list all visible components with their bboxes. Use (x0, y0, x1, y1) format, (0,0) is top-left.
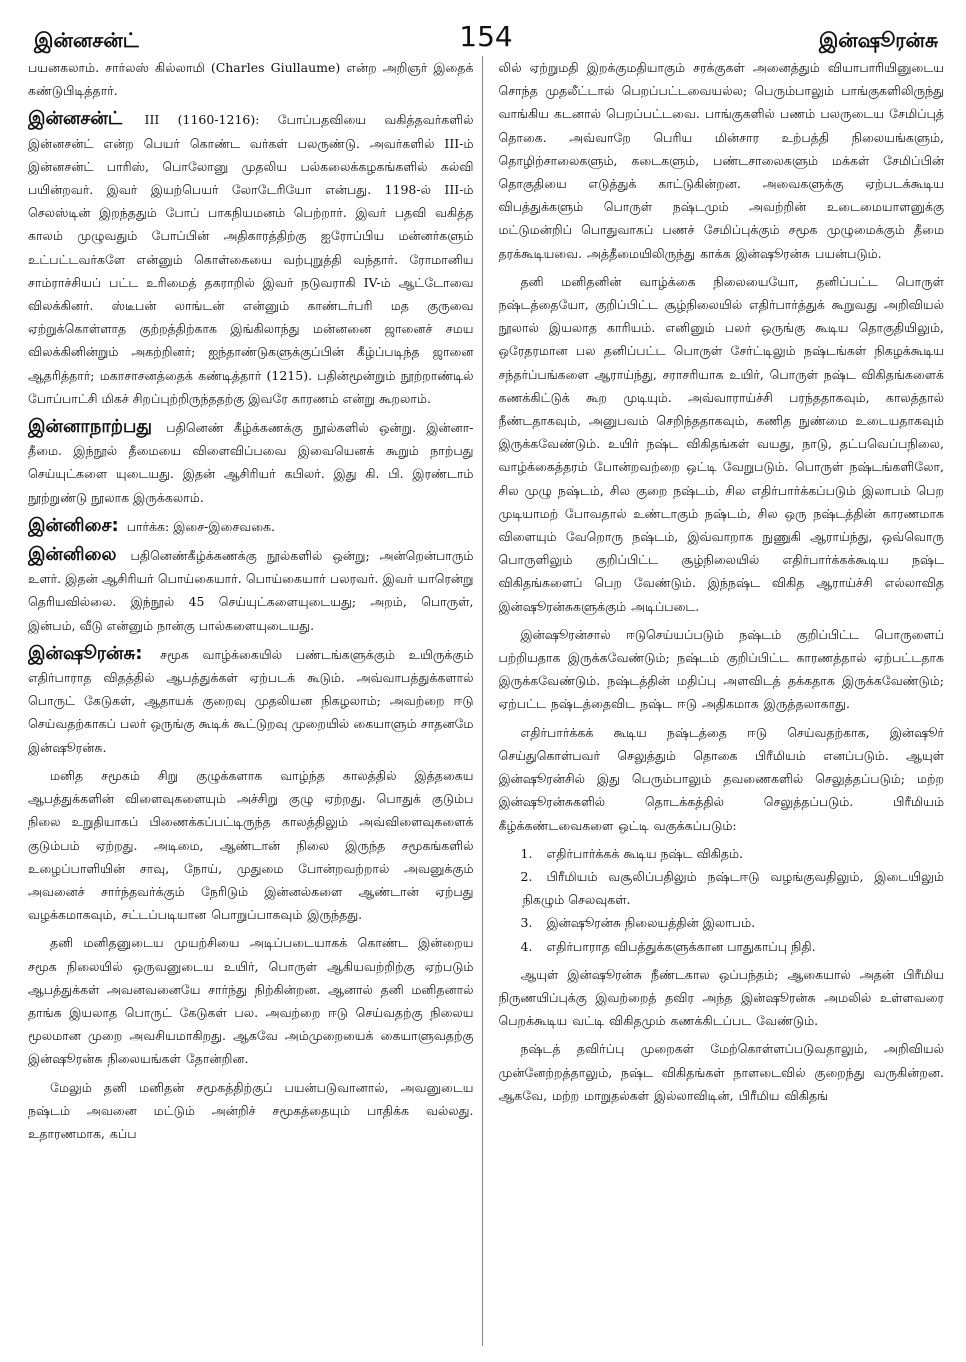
paragraph: எதிர்பார்க்கக் கூடிய நஷ்டத்தை ஈடு செய்வதற்காக, இன்ஷூர் செய்துகொள்பவர் செலுத்தும் தொகை பிரீமியம் எனப்படும். ஆயுள் இன்ஷூரன்சில் இது பெரும்பாலும் தவணைகளில் செலுத்தப்படும்; மற்ற இன்ஷூரன்சுகளில் தொடக்கத்தில் செலுத்தப்படும். பிரீமியம் கீழ்க்கண்டவைகளை ஒட்டி வகுக்கப்படும்: (498, 724, 944, 833)
entry-headword: இன்னிசை: (28, 514, 119, 536)
premium-factor-list (499, 842, 945, 958)
paragraph: தனி மனிதனுடைய முயற்சியை அடிப்படையாகக் கொண்ட இன்றைய சமூக நிலையில் ஒருவனுடைய உயிர், பொருள் ஆகியவற்றிற்கு ஏற்படும் ஆபத்துக்கள் அவனவனையே சார்ந்து நிற்கின்றன. ஆனால் தனி மனிதனால் தாங்க இயலாத பொருட் கேடுகள் பல. அவற்றை ஈடு செய்வதற்கு நிலைய மூலமான முறை அவசியமாகிறது. ஆகவே அம்முறையைக் கையாளுவதற்கு இன்ஷூரன்சு நிலையங்கள் தோன்றின. (28, 935, 474, 1067)
paragraph-continued: பயனகலாம். சார்லஸ் கில்லாமி (Charles Giullaume) என்ற அறிஞர் இதைக் கண்டுபிடித்தார். (28, 60, 474, 99)
list-number: 3. (520, 915, 533, 931)
paragraph: இன்ஷூரன்சால் ஈடுசெய்யப்படும் நஷ்டம் குறிப்பிட்ட பொருளைப் பற்றியதாக இருக்கவேண்டும்; நஷ்டம் குறிப்பிட்ட காரணத்தால் ஏற்பட்டதாக இருக்கவேண்டும். நஷ்டத்தின் மதிப்பு அளவிடத் தக்கதாக இருக்கவேண்டும்; ஏற்பட்ட நஷ்டத்தைவிட நஷ்ட ஈடு அதிகமாக இருத்தலாகாது. (498, 626, 944, 712)
list-text: பிரீமியம் வசூலிப்பதிலும் நஷ்டஈடு வழங்குவதிலும், இடையிலும் நிகழும் செலவுகள். (522, 868, 944, 908)
entry-body: சமூக வாழ்க்கையில் பண்டங்களுக்கும் உயிருக்கும் எதிர்பாராத விதத்தில் ஆபத்துக்கள் ஏற்படக் கூடும். அவ்வாபத்துக்களால் பொருட் கேடுகள், ஆதாயக் குறைவு முதலியன நிகழலாம்; அவற்றை ஈடு செய்வதற்காகப் பலர் ஒருங்கு கூடிக் கூட்டுறவு முறையில் கையாளும் சாதனமே இன்ஷூரன்சு. (28, 646, 474, 755)
entry-body: பதினெண் கீழ்க்கணக்கு நூல்களில் ஒன்று. இன்னா-தீமை. இந்நூல் தீமையை விளைவிப்பவை இவையெனக் கூறும் நாற்பது செய்யுட்களை யுடையது. இதன் ஆசிரியர் கபிலர். இது கி. பி. இரண்டாம் நூற்றுண்டு நூலாக இருக்கலாம். (28, 420, 474, 505)
entry-headword: இன்ஷூரன்சு: (28, 642, 143, 664)
right-column (499, 56, 945, 1346)
list-item (499, 865, 945, 911)
page-header (28, 0, 944, 56)
list-number: 2. (520, 868, 533, 884)
paragraph-continued: லில் ஏற்றுமதி இறக்குமதியாகும் சரக்குகள் அனைத்தும் வியாபாரியினுடைய சொந்த முதலீட்டால் பெறப்பட்டவையல்ல; பெரும்பாலும் பாங்குகளிலிருந்து வாங்கிய கடனால் பெறப்பட்டவை. பாங்குகளில் பணம் பலருடைய சேமிப்புத் தொகை. அவ்வாறே பெரிய மின்சார உற்பத்தி நிலையங்களும், தொழிற்சாலைகளும், கடைகளும், பண்டசாலைகளும் மக்கள் சேமிப்பின் தொகுதியை எடுத்துக் காட்டுகின்றன. அவைகளுக்கு ஏற்படக்கூடிய விபத்துக்களும் பொருள் நஷ்டமும் அவற்றின் உடைமையாளனுக்கு மட்டுமன்றிப் பொதுவாகப் பணச் சேமிப்புக்கும் சமூக முழுமைக்கும் தீமை தரக்கூடியவை. அத்தீமையிலிருந்து காக்க இன்ஷூரன்சு பயன்படும். (498, 60, 944, 261)
entry-innocent-iii (28, 107, 474, 410)
list-item (499, 842, 945, 865)
paragraph: தனி மனிதனின் வாழ்க்கை நிலையையோ, தனிப்பட்ட பொருள் நஷ்டத்தையோ, குறிப்பிட்ட சூழ்நிலையில் எதிர்பார்த்துக் கூறுவது அறிவியல் நூலால் இயலாத காரியம். எனினும் பலர் ஒருங்கு கூடிய தொகுதியிலும், ஒரேதரமான பல தனிப்பட்ட பொருள் சேர்ட்டிலும் நஷ்டங்கள் நிகழக்கூடிய சந்தர்ப்பங்களை ஆராய்ந்து, சராசரியாக உயிர், பொருள் நஷ்ட விகிதங்களைக் கணக்கிட்டுக் கூற முடியும். அவ்வாராய்ச்சி பரந்ததாகவும், காலத்தால் நீண்டதாகவும், அனுபவம் செறிந்ததாகவும், கணித நுண்மை உடையதாகவும் இருக்கவேண்டும். உயிர் நஷ்ட விகிதங்கள் வயது, நாடு, தட்பவெப்பநிலை, வாழ்க்கைத்தரம் போன்றவற்றை ஒட்டி வேறுபடும். பொருள் நஷ்டங்களிலோ, சில முழு நஷ்டம், சில குறை நஷ்டம், சில எதிர்பார்க்கப்படும் இலாபம் பெற முடியாமற் போவதால் உண்டாகும் நஷ்டம், சில ஒரு நஷ்டத்தின் காரணமாக விளையும் வேறொரு நஷ்டம், இவ்வாறாக நுணுகி ஆராய்ந்து, ஒவ்வொரு பொருளிலும் குறிப்பிட்ட சூழ்நிலையில் எதிர்பார்க்கக்கூடிய நஷ்ட விகிதங்களைப் பெற வேண்டும். இந்நஷ்ட விகித ஆராய்ச்சி எல்லாவித இன்ஷூரன்சுகளுக்கும் அடிப்படை. (498, 273, 944, 614)
header-right-title: இன்ஷூரன்சு (818, 28, 938, 52)
entry-body: பார்க்க: இசை-இசைவகை. (126, 518, 276, 534)
paragraph: மனித சமூகம் சிறு குழுக்களாக வாழ்ந்த காலத்தில் இத்தகைய ஆபத்துக்களின் விளைவுகளையும் அச்சிறு குழு ஏற்றது. பொதுக் குடும்ப நிலை உறுதியாகப் பிணைக்கப்பட்டிருந்த காலத்திலும் அவ்விளைவுகளைக் குடும்பம் ஏற்றது. அடிமை, ஆண்டான் நிலை இருந்த சமூகங்களில் உழைப்பாளியின் சாவு, நோய், முதுமை போன்றவற்றால் அவனுக்கும் அவனைச் சார்ந்தவர்க்கும் நேரிடும் இன்னல்களை ஆண்டான் ஏற்பது வழக்கமாகவும், சட்டப்படியான பொறுப்பாகவும் இருந்தது. (28, 767, 474, 923)
entry-innilai (28, 543, 474, 637)
entry-headword: இன்னசன்ட் (28, 108, 123, 130)
header-left-title: இன்னசன்ட் (34, 28, 139, 52)
text-columns (28, 56, 944, 1346)
list-item (499, 911, 945, 934)
paragraph: ஆயுள் இன்ஷூரன்சு நீண்டகால ஒப்பந்தம்; ஆகையால் அதன் பிரீமிய நிருணயிப்புக்கு இவற்றைத் தவிர அந்த இன்ஷூரன்சு அமலில் உள்ளவரை பெறக்கூடிய வட்டி விகிதமும் கணக்கிடப்பட வேண்டும். (498, 966, 944, 1029)
left-column (28, 56, 483, 1346)
paragraph: நஷ்டத் தவிர்ப்பு முறைகள் மேற்கொள்ளப்படுவதாலும், அறிவியல் முன்னேற்றத்தாலும், நஷ்ட விகிதங்கள் நாளடைவில் குறைந்து வருகின்றன. ஆகவே, மற்ற மாறுதல்கள் இல்லாவிடின், பிரீமிய விகிதங் (498, 1041, 944, 1103)
entry-headword: இன்னாநாற்பது (28, 416, 153, 438)
list-text: இன்ஷூரன்சு நிலையத்தின் இலாபம். (546, 915, 756, 931)
list-item (499, 935, 945, 958)
list-text: எதிர்பாராத விபத்துக்களுக்கான பாதுகாப்பு நிதி. (546, 938, 816, 954)
entry-insurance (28, 642, 474, 759)
list-number: 1. (520, 845, 533, 861)
entry-innisai (28, 514, 474, 538)
paragraph: மேலும் தனி மனிதன் சமூகத்திற்குப் பயன்படுவானால், அவனுடைய நஷ்டம் அவனை மட்டும் அன்றிச் சமூகத்தையும் பாதிக்க வல்லது. உதாரணமாக, கப்ப (28, 1079, 474, 1141)
entry-headword: இன்னிலை (28, 544, 117, 566)
list-number: 4. (520, 938, 533, 954)
page-number: 154 (459, 20, 513, 53)
entry-innanarpathu (28, 415, 474, 509)
list-text: எதிர்பார்க்கக் கூடிய நஷ்ட விகிதம். (546, 845, 744, 861)
entry-body: பதினெண்கீழ்க்கணக்கு நூல்களில் ஒன்று; அன்றென்பாரும் உளர். இதன் ஆசிரியர் பொய்கையார். பொய்கையார் பலரவர். இவர் யாரென்று தெரியவில்லை. இந்நூல் 45 செய்யுட்களையுடையது; அறம், பொருள், இன்பம், வீடு என்னும் நான்கு பால்களையுடையது. (28, 548, 474, 633)
entry-body: III (1160-1216): போப்பதவியை வகித்தவர்களில் இன்னசன்ட் என்ற பெயர் கொண்ட வர்கள் பலருண்டு. அவர்களில் III-ம் இன்னசன்ட் பாரிஸ், பொலோனு முதலிய பல்கலைக்கழகங்களில் கல்வி பயின்றவர். இவர் இயற்பெயர் லோடேரியோ என்பது. 1198-ல் III-ம் செலஸ்டின் இறந்ததும் போப் பாகநியமனம் பெற்றார். இவர் பதவி வகித்த காலம் முழுவதும் போப்பின் அதிகாரத்திற்கு ஐரோப்பிய மன்னர்களும் உட்பட்டவர்களே என்னும் கொள்கையை வற்புறுத்தி வந்தார். ரோமானிய சாம்ராச்சியப் பட்ட உரிமைத் தகராறில் இவர் நடுவராகி IV-ம் ஆட்டோவை விலக்கினர். ஸ்டீபன் லாங்டன் என்னும் காண்டர்பரி மத குருவை ஏற்றுக்கொள்ளாத குற்றத்திற்காக இங்கிலாந்து மன்னனை ஜானைச் சமய விலக்கினின்றும் அகற்றினர்; ஐந்தாண்டுகளுக்குப்பின் கீழ்ப்படிந்த ஜானை ஆதரித்தார்; மகாசாசனத்தைக் கண்டித்தார் (1215). பதின்மூன்றும் நூற்றாண்டில் போப்பாட்சி மிகச் சிறப்புற்றிருந்ததற்கு இவரே காரணம் என்று கூறலாம். (28, 112, 474, 406)
